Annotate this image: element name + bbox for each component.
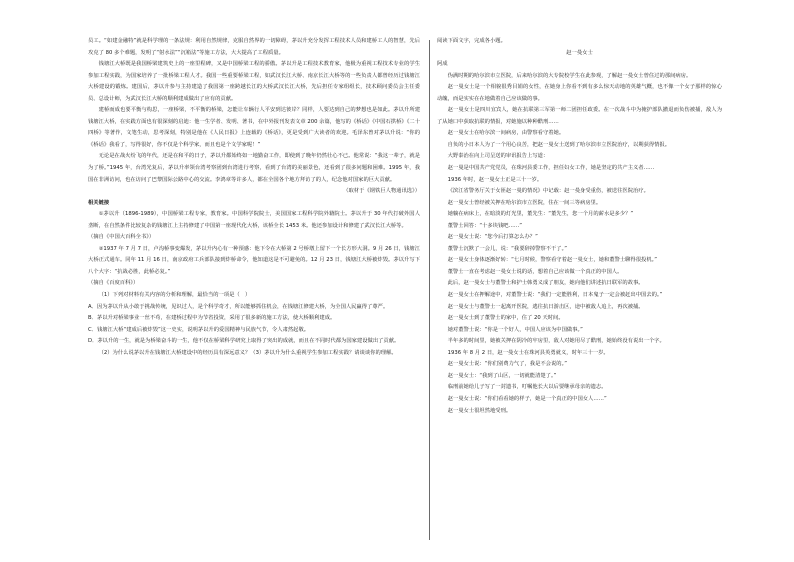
left-paragraph: 建桥而成也要平衡与构思，一座桥梁，不平衡的桥梁，怎能让车辆行人平安到达彼岸？同样，人要达到自己的梦想也是如此。茅以升所建钱塘江大桥，在实践方面也有很深刻的启迪：他一生学者、发明、著书，在中外报刊发表文章 200 余篇，他写的《桥话》《中国石拱桥》《二十四桥》等著作，文笔生动，思考深刻，特别是他在《人民日报》上连载的《桥话》，更是受到广大读者的欢迎。毛泽东曾对茅以升说：“你的《桥话》我看了，写得很好，你不仅是个科学家，而且也是个文学家呢！” [88, 107, 420, 148]
left-paragraph: 无论是在战火纷飞的年代，还是在和平的日子，茅以升都始终如一地勤奋工作，即使到了晚年仍然壮心不已。他常说：“我这一辈子，就是为了桥。”1945 年，台湾光复后，茅以升率领台湾考察团到台湾进行考察，看到了台湾的美丽景色，还看到了很多问题和困难。1995 年，我国在非洲访问，也在访问了巴黎国际公路中心的交流。李鸿章等许多人，都在全国各个地方拜访了的人，纪念他对国家的巨大贡献。 [88, 153, 420, 183]
column-divider [429, 40, 430, 540]
right-paragraph: 赵一曼女士很坦然地受刑。 [447, 407, 512, 414]
right-paragraph: 她对董警士说：“你是一个好人，中国人应该为中国做事。” [447, 326, 583, 333]
article-author: 阿成 [437, 61, 448, 68]
article-title: 赵一曼女士 [566, 49, 593, 56]
right-paragraph: 赵一曼女士身体逐渐好转：“七月时候，警察看守着赵一曼女士，她和董警士聊得很投机。” [447, 257, 658, 264]
right-paragraph: 《滨江省警务厅关于女匪赵一曼的情况》中记载：赵一曼身受重伤，被送往医院治疗。 [447, 188, 649, 195]
question-option-d: D．茅以升的一生，就是为桥梁奋斗的一生，他不仅在桥梁科学研究上取得了突出的成就，而且在不同时代都为国家建设做出了贡献。 [88, 338, 400, 345]
left-column [88, 36, 420, 359]
question-option-b: B．茅以升对桥梁事业一丝不苟，在建桥过程中为节省投资，采用了很多新的施工方法，使大桥顺利建成。 [88, 315, 336, 322]
right-paragraph: 赵一曼女士到了董警士的家中，住了 20 天时间。 [447, 315, 564, 322]
right-paragraph: 半年多的时间里，她被关押在阴冷的牢房里，敌人对她用尽了酷刑，她始终没有说出一个字。 [447, 338, 665, 345]
right-paragraph: 赵一曼女士说：“你们别费力气了，我是不会说的。” [447, 361, 567, 368]
question-option-c: C．钱塘江大桥“建成后被炸毁”这一史实，说明茅以升的爱国精神与民族气节，令人肃然起敬。 [88, 326, 310, 333]
right-column [437, 36, 722, 417]
right-paragraph: 她躺在病床上，在暗淡的灯光里，董先生：“董先生，您一个月的薪水是多少？” [447, 211, 634, 218]
right-paragraph: 1936 年 8 月 2 日，赵一曼女士在珠河县英勇就义，时年三十一岁。 [447, 349, 609, 356]
related-source: （摘自《百度百科》） [88, 280, 139, 287]
right-paragraph: 伪满时期的哈尔滨市立医院，后来哈尔滨的大专院校学生在此参观，了解赵一曼女士曾住过的那间病房。 [447, 72, 692, 79]
right-paragraph: 董警士回答：“十多块钱吧……” [447, 222, 522, 229]
left-paragraph: 钱塘江大桥既是我国桥梁建筑史上的一座里程碑，又是中国桥梁工程的骄傲。茅以升是工程技术教育家，他极为重视工程技术专业的学生参加工程实践，为国家培养了一批桥梁工程人才。我国一些重要桥梁工程，如武汉长江大桥、南京长江大桥等的一些负责人都曾经历过钱塘江大桥建设的锻炼。建国后，茅以升参与主持建造了我国第一座跨越长江的大桥武汉长江大桥，先后担任专家组组长，技术顾问委员会主任委员、总设计师，为武汉长江大桥的顺利建成做出了应有的贡献。 [88, 61, 420, 102]
right-paragraph: 赵一曼女士说：“你们看看她的样子，她是一个真正的中国女人……” [447, 395, 607, 402]
right-paragraph: 赵一曼是中国共产党党员，在珠河县委工作，担任妇女工作，她是坚定的共产主义者…… [447, 165, 655, 172]
related-item: ②1937 年 7 月 7 日，卢沟桥事变爆发，茅以升内心有一种预感：他下令在大桥第 2 号桥墩上留下一个长方形大洞。9 月 26 日，钱塘江大桥正式通车。同年 11 月 16 日，南京政府工兵部队接到炸桥命令，他知道这是不可避免的。12 月 23 日，钱塘江大桥被炸毁。茅以升写下八个大字：“抗战必胜，此桥必复。” [88, 245, 420, 275]
right-paragraph: 赵一曼女士是四川宜宾人，她在抗联第三军第一师二团担任政委。在一次战斗中为掩护部队撤退而负伤被捕，敌人为了从她口中获取抗联的情报，对她施以种种酷刑…… [437, 107, 722, 125]
related-source: （摘自《中国大百科全书》） [88, 234, 155, 241]
question-open: （2）为什么说茅以升在钱塘江大桥建设中的经历具有深远意义？（3）茅以升为什么重视学生参加工程实践？请谈谈你的理解。 [98, 349, 397, 356]
left-source-note: （取材于《钢铁巨人物通讯选》） [343, 188, 420, 195]
right-paragraph: 赵一曼女士是一个相貌很秀目娟的女性，在她身上你看不到有多么惊天动地的英雄气概，也不像一个女子那样的惊心动魄，而是实实在在地做着自己应该做的事。 [437, 84, 722, 102]
right-paragraph: 赵一曼女士曾经被关押在哈尔滨市立医院，住在一间三等病房里。 [447, 199, 602, 206]
right-paragraph: 临刑前她给儿子写了一封遗书，叮嘱他长大以后要继承母亲的遗志。 [447, 384, 607, 391]
right-paragraph: 赵一曼女士在押解途中，对董警士说：“我们一定能胜利，日本鬼子一定会被赶出中国去的。” [447, 292, 663, 299]
question-stem: （1）下列对材料有关内容的分析和理解，最恰当的一项是（ ） [98, 292, 251, 299]
right-paragraph: 董警士一直在考虑赵一曼女士说的话，想着自己应该做一个真正的中国人。 [447, 268, 623, 275]
right-paragraph: 董警士沉默了一会儿，说：“我要辞掉警察不干了。” [447, 245, 567, 252]
right-paragraph: 赵一曼女士：“我到了山区，一切就能清楚了。” [447, 372, 557, 379]
right-paragraph: 大野泰治在向上司呈送的审讯报告上写道： [447, 153, 549, 160]
right-paragraph: 1936 年时，赵一曼女士正是三十一岁。 [447, 176, 543, 183]
right-paragraph: 自负的小日本人为了一个用心良苦，把赵一曼女士送到了哈尔滨市立医院治疗，以期获得情报。 [447, 141, 671, 148]
question-option-a: A．因为茅以升从小敢于挑战传统，见识过人，是个科学奇才，所以能够抓住机会，在钱塘江修建大桥，为全国人民赢得了尊严。 [88, 303, 389, 310]
reading-instruction: 阅读下面文字，完成各小题。 [437, 38, 506, 44]
right-paragraph: 此后，赵一曼女士与董警士和护士韩勇义成了朋友，她向他们讲述抗日联军的故事。 [447, 280, 644, 287]
right-paragraph: 赵一曼女士说：“您今后打算怎么办？” [447, 234, 538, 241]
related-item: ①茅以升（1896-1989），中国桥梁工程专家，教育家。中国科学院院士，美国国家工程科学院外籍院士。茅以升于 30 年代打破外国人垄断，在自然条件比较复杂的钱塘江上主持修建了中国第一座现代化大桥，该桥全长 1453 米。他还参加设计和修建了武汉长江大桥等。 [88, 211, 420, 229]
related-links-title: 相关链接 [88, 199, 110, 206]
left-paragraph: 员工。“如建金融特”就是科学理的一条法规：利用自然规律，克服自然界的一切障碍，茅以升充分发挥工程技术人员和建桥工人的智慧，先后攻克了 80 多个难题，发明了“射水法”“沉箱法”等施工方法，大大提高了工程质量。 [88, 38, 420, 56]
right-paragraph: 赵一曼女士在哈尔滨一间病房，由警察看守着她。 [447, 130, 565, 137]
right-paragraph: 赵一曼女士与董警士一起离开医院，逃往抗日游击区，途中被敌人追上，再次被捕。 [447, 303, 644, 310]
